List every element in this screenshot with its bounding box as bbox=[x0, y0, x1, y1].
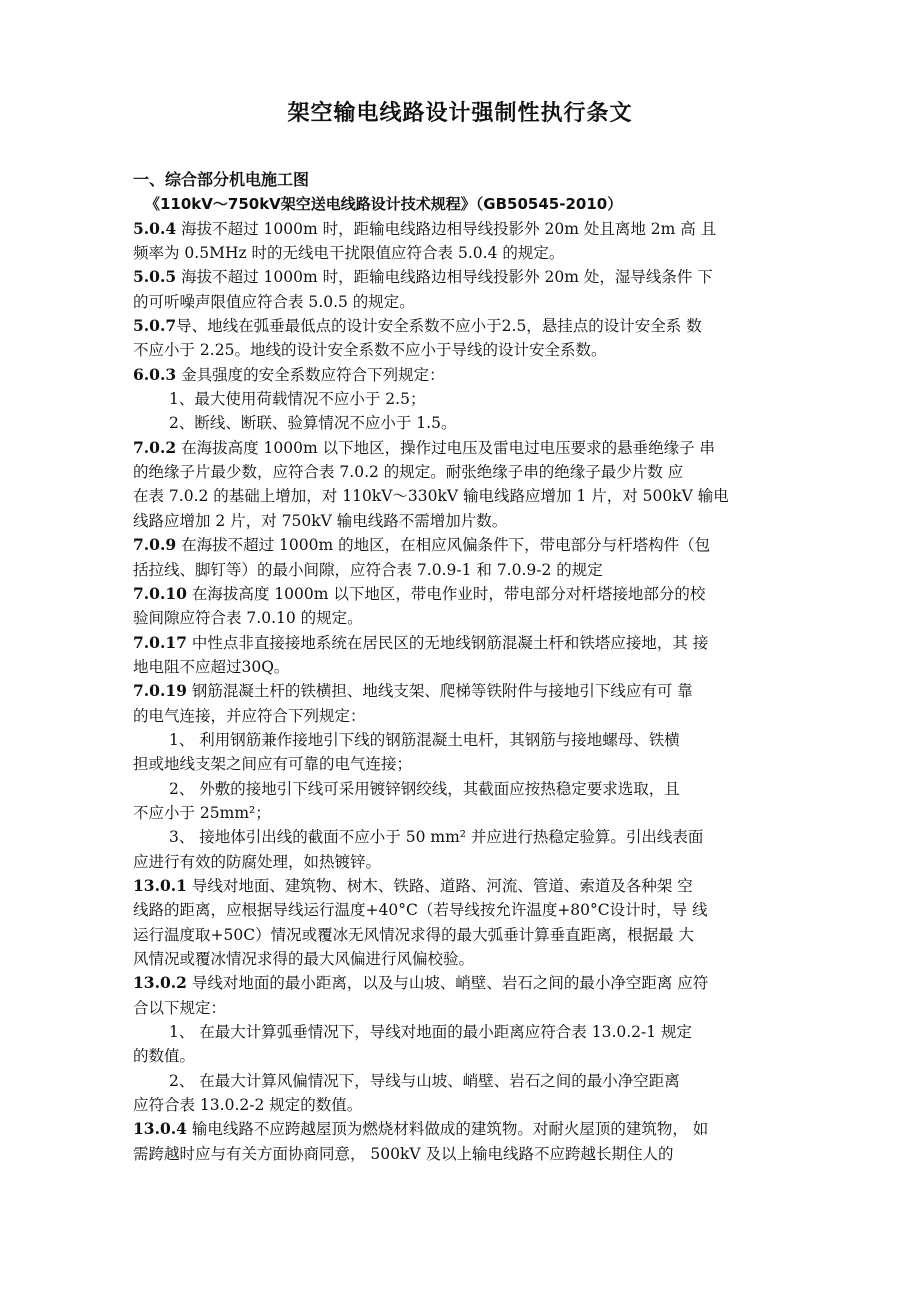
line-text: 1、 在最大计算弧垂情况下，导线对地面的最小距离应符合表 13.0.2-1 规定 bbox=[169, 1023, 693, 1042]
line-text: 的可听噪声限值应符合表 5.0.5 的规定。 bbox=[133, 292, 415, 311]
line-text: 的绝缘子片最少数，应符合表 7.0.2 的规定。耐张绝缘子串的绝缘子最少片数 应 bbox=[133, 463, 684, 482]
list-item bbox=[133, 411, 793, 435]
clause-number: 6.0.3 bbox=[133, 364, 177, 384]
clause-line bbox=[133, 679, 793, 703]
standard-title bbox=[133, 192, 793, 216]
list-item bbox=[133, 1069, 793, 1093]
clause-number: 7.0.2 bbox=[133, 437, 177, 457]
line-text: 输电线路不应跨越屋顶为燃烧材料做成的建筑物。对耐火屋顶的建筑物， 如 bbox=[186, 1120, 709, 1139]
line-text: 3、 接地体引出线的截面不应小于 50 mm² 并应进行热稳定验算。引出线表面 bbox=[169, 828, 704, 847]
line-text: 导线对地面、建筑物、树木、铁路、道路、河流、管道、索道及各种架 空 bbox=[186, 876, 693, 895]
text-line bbox=[133, 558, 793, 582]
clause-number: 7.0.19 bbox=[133, 681, 187, 701]
line-text: 线路的距离，应根据导线运行温度+40°C（若导线按允许温度+80°C设计时，导 线 bbox=[133, 901, 708, 920]
line-text: 不应小于 25mm²； bbox=[133, 803, 271, 822]
text-line bbox=[133, 460, 793, 484]
clause-line bbox=[133, 1117, 793, 1141]
clause-line bbox=[133, 363, 793, 387]
text-line bbox=[133, 850, 793, 874]
line-text: 的数值。 bbox=[133, 1047, 196, 1066]
clause-line bbox=[133, 436, 793, 460]
line-text: 应符合表 13.0.2-2 规定的数值。 bbox=[133, 1096, 363, 1115]
list-item bbox=[133, 777, 793, 801]
document-title: 架空输电线路设计强制性执行条文 bbox=[287, 101, 633, 126]
text-line bbox=[133, 509, 793, 533]
line-text: 2、 在最大计算风偏情况下，导线与山坡、峭壁、岩石之间的最小净空距离 bbox=[169, 1071, 680, 1090]
clause-number: 5.0.4 bbox=[133, 218, 177, 238]
text-line bbox=[133, 484, 793, 508]
section-heading bbox=[133, 168, 793, 192]
clause-number: 13.0.4 bbox=[133, 1119, 187, 1139]
line-text: 海拔不超过 1000m 时，距输电线路边相导线投影外 20m 处，湿导线条件 下 bbox=[176, 268, 713, 287]
line-text: 1、最大使用荷载情况不应小于 2.5； bbox=[169, 390, 426, 409]
line-text: 应进行有效的防腐处理，如热镀锌。 bbox=[133, 852, 382, 871]
list-item bbox=[133, 1020, 793, 1044]
text-line bbox=[133, 1142, 793, 1166]
text-line bbox=[133, 923, 793, 947]
clause-number: 7.0.17 bbox=[133, 632, 187, 652]
clause-number: 5.0.7 bbox=[133, 316, 177, 336]
clause-number: 13.0.1 bbox=[133, 875, 187, 895]
line-text: 2、断线、断联、验算情况不应小于 1.5。 bbox=[169, 414, 457, 433]
text-line bbox=[133, 752, 793, 776]
line-text: 在海拔高度 1000m 以下地区，操作过电压及雷电过电压要求的悬垂绝缘子 串 bbox=[176, 438, 716, 457]
line-text: 风情况或覆冰情况求得的最大风偏进行风偏校验。 bbox=[133, 950, 475, 968]
text-line bbox=[133, 1093, 793, 1117]
clause-line bbox=[133, 971, 793, 995]
line-text: 在海拔不超过 1000m 的地区，在相应风偏条件下，带电部分与杆塔构件（包 bbox=[176, 536, 711, 555]
clause-line bbox=[133, 631, 793, 655]
line-text: 括拉线、脚钉等）的最小间隙，应符合表 7.0.9-1 和 7.0.9-2 的规定 bbox=[133, 560, 603, 579]
line-text: 金具强度的安全系数应符合下列规定： bbox=[176, 365, 445, 384]
line-text: 频率为 0.5MHz 时的无线电干扰限值应符合表 5.0.4 的规定。 bbox=[133, 244, 565, 263]
line-text: 合以下规定： bbox=[133, 998, 227, 1017]
document-body bbox=[133, 168, 793, 1166]
text-line bbox=[133, 947, 793, 971]
line-text: 在表 7.0.2 的基础上增加，对 110kV～330kV 输电线路应增加 1 片，对 500kV 输电 bbox=[133, 487, 729, 506]
line-text: 《110kV～750kV架空送电线路设计技术规程》（GB50545-2010） bbox=[145, 195, 623, 214]
list-item bbox=[133, 825, 793, 849]
line-text: 钢筋混凝土杆的铁横担、地线支架、爬梯等铁附件与接地引下线应有可 靠 bbox=[186, 682, 693, 701]
text-line bbox=[133, 704, 793, 728]
clause-line bbox=[133, 582, 793, 606]
clause-number: 7.0.9 bbox=[133, 535, 177, 555]
clause-number: 13.0.2 bbox=[133, 973, 187, 993]
clause-line bbox=[133, 874, 793, 898]
line-text: 一、综合部分机电施工图 bbox=[133, 170, 310, 189]
line-text: 线路应增加 2 片，对 750kV 输电线路不需增加片数。 bbox=[133, 511, 508, 530]
text-line bbox=[133, 996, 793, 1020]
line-text: 担或地线支架之间应有可靠的电气连接； bbox=[133, 755, 413, 774]
list-item bbox=[133, 728, 793, 752]
line-text: 验间隙应符合表 7.0.10 的规定。 bbox=[133, 609, 363, 628]
clause-line bbox=[133, 217, 793, 241]
clause-line bbox=[133, 265, 793, 289]
line-text: 需跨越时应与有关方面协商同意， 500kV 及以上输电线路不应跨越长期住人的 bbox=[133, 1144, 674, 1163]
line-text: 中性点非直接接地系统在居民区的无地线钢筋混凝土杆和铁塔应接地，其 接 bbox=[186, 633, 709, 652]
list-item bbox=[133, 387, 793, 411]
line-text: 不应小于 2.25。地线的设计安全系数不应小于导线的设计安全系数。 bbox=[133, 341, 607, 360]
line-text: 地电阻不应超过30Q。 bbox=[133, 657, 290, 676]
text-line bbox=[133, 241, 793, 265]
text-line bbox=[133, 338, 793, 362]
text-line bbox=[133, 1044, 793, 1068]
text-line bbox=[133, 655, 793, 679]
text-line bbox=[133, 606, 793, 630]
line-text: 2、 外敷的接地引下线可采用镀锌钢绞线，其截面应按热稳定要求选取，且 bbox=[169, 779, 680, 798]
text-line bbox=[133, 898, 793, 922]
line-text: 的电气连接，并应符合下列规定： bbox=[133, 706, 366, 725]
clause-line bbox=[133, 533, 793, 557]
text-line bbox=[133, 290, 793, 314]
clause-number: 7.0.10 bbox=[133, 583, 187, 603]
line-text: 在海拔高度 1000m 以下地区，带电作业时，带电部分对杆塔接地部分的校 bbox=[186, 584, 706, 603]
line-text: 导线对地面的最小距离，以及与山坡、峭壁、岩石之间的最小净空距离 应符 bbox=[186, 974, 709, 993]
text-line bbox=[133, 801, 793, 825]
line-text: 运行温度取+50C）情况或覆冰无风情况求得的最大弧垂计算垂直距离，根据最 大 bbox=[133, 925, 694, 944]
line-text: 导、地线在弧垂最低点的设计安全系数不应小于2.5，悬挂点的设计安全系 数 bbox=[176, 317, 702, 336]
clause-number: 5.0.5 bbox=[133, 267, 177, 287]
line-text: 海拔不超过 1000m 时，距输电线路边相导线投影外 20m 处且离地 2m 高 且 bbox=[176, 219, 717, 238]
line-text: 1、 利用钢筋兼作接地引下线的钢筋混凝土电杆，其钢筋与接地螺母、铁横 bbox=[169, 730, 680, 749]
clause-line bbox=[133, 314, 793, 338]
